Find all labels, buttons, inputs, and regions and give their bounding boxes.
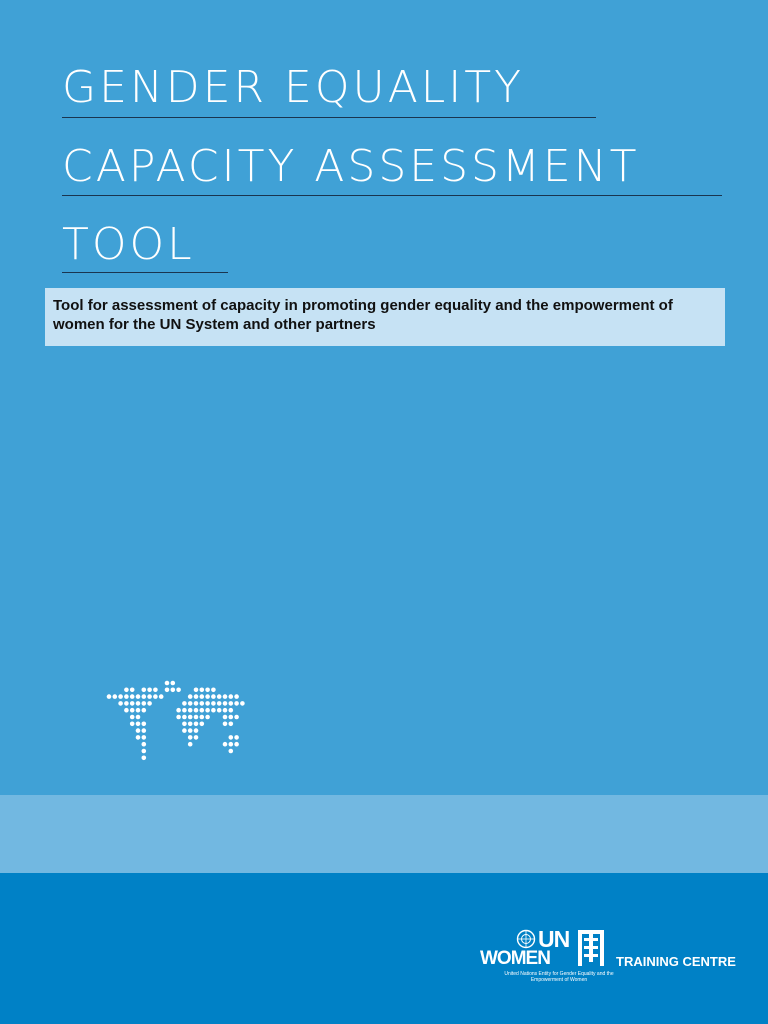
map-dot xyxy=(124,694,129,699)
map-dot xyxy=(194,688,199,693)
subtitle-text: Tool for assessment of capacity in promoting gender equality and the empowerment of women for the UN System and other partners xyxy=(53,297,673,333)
map-dot xyxy=(217,708,222,713)
map-dot xyxy=(182,708,187,713)
map-dot xyxy=(130,722,135,727)
world-map-dots-icon xyxy=(106,680,258,764)
map-dot xyxy=(182,715,187,720)
title-line-2: CAPACITY ASSESSMENT xyxy=(62,141,640,192)
title-underline-1 xyxy=(62,117,596,118)
map-dot xyxy=(142,735,147,740)
map-dot xyxy=(136,735,141,740)
map-dot xyxy=(234,715,239,720)
map-dot xyxy=(223,715,228,720)
map-dot xyxy=(188,715,193,720)
map-dot xyxy=(165,681,170,686)
map-dot xyxy=(113,694,118,699)
map-dot xyxy=(234,742,239,747)
map-dot xyxy=(118,701,123,706)
map-dot xyxy=(205,688,210,693)
map-dot xyxy=(142,742,147,747)
map-dot xyxy=(229,735,234,740)
map-dot xyxy=(194,728,199,733)
logo-women-text: WOMEN xyxy=(480,948,550,969)
map-dot xyxy=(118,694,123,699)
map-dot xyxy=(194,708,199,713)
map-dot xyxy=(124,688,129,693)
map-dot xyxy=(142,694,147,699)
map-dot xyxy=(136,722,141,727)
map-dot xyxy=(142,749,147,754)
map-dot xyxy=(234,701,239,706)
map-dot xyxy=(136,694,141,699)
map-dot xyxy=(182,722,187,727)
map-dot xyxy=(159,694,164,699)
title-underline-2 xyxy=(62,195,722,196)
map-dot xyxy=(136,715,141,720)
map-dot xyxy=(130,715,135,720)
map-dot xyxy=(223,694,228,699)
map-dot xyxy=(240,701,245,706)
map-dot xyxy=(205,694,210,699)
map-dot xyxy=(223,742,228,747)
un-women-mark-icon xyxy=(578,930,604,966)
map-dot xyxy=(147,694,152,699)
map-dot xyxy=(188,694,193,699)
map-dot xyxy=(211,708,216,713)
map-dot xyxy=(142,701,147,706)
map-dot xyxy=(200,722,205,727)
map-dot xyxy=(223,701,228,706)
map-dot xyxy=(171,681,176,686)
map-dot xyxy=(200,701,205,706)
map-dot xyxy=(153,688,158,693)
map-dot xyxy=(124,708,129,713)
map-dot xyxy=(217,694,222,699)
map-dot xyxy=(194,701,199,706)
map-dot xyxy=(205,708,210,713)
map-dot xyxy=(165,688,170,693)
map-dot xyxy=(229,722,234,727)
light-band xyxy=(0,795,768,873)
map-dot xyxy=(188,722,193,727)
un-emblem-icon xyxy=(516,929,536,949)
map-dot xyxy=(211,701,216,706)
map-dot xyxy=(176,715,181,720)
map-dot xyxy=(188,708,193,713)
map-dot xyxy=(194,715,199,720)
map-dot xyxy=(136,728,141,733)
map-dot xyxy=(171,688,176,693)
map-dot xyxy=(234,735,239,740)
map-dot xyxy=(200,688,205,693)
map-dot xyxy=(176,708,181,713)
map-dot xyxy=(223,722,228,727)
map-dot xyxy=(229,742,234,747)
title-line-3: TOOL xyxy=(62,219,195,270)
title-underline-3 xyxy=(62,272,228,273)
map-dot xyxy=(176,688,181,693)
title-line-1: GENDER EQUALITY xyxy=(62,62,525,113)
map-dot xyxy=(205,715,210,720)
map-dot xyxy=(182,701,187,706)
map-dot xyxy=(229,701,234,706)
map-dot xyxy=(229,708,234,713)
map-dot xyxy=(229,715,234,720)
map-dot xyxy=(217,701,222,706)
map-dot xyxy=(130,708,135,713)
map-dot xyxy=(223,708,228,713)
map-dot xyxy=(188,735,193,740)
logo-un-text: UN xyxy=(538,926,570,952)
map-dot xyxy=(142,688,147,693)
map-dot xyxy=(200,715,205,720)
map-dot xyxy=(182,728,187,733)
map-dot xyxy=(229,749,234,754)
map-dot xyxy=(234,694,239,699)
map-dot xyxy=(188,728,193,733)
logo-tagline-text: United Nations Entity for Gender Equality and the Empowerment of Women xyxy=(504,971,614,983)
map-dot xyxy=(194,722,199,727)
map-dot xyxy=(136,708,141,713)
map-dot xyxy=(211,694,216,699)
map-dot xyxy=(229,694,234,699)
map-dot xyxy=(142,708,147,713)
map-dot xyxy=(142,756,147,761)
logo-training-centre-text: TRAINING CENTRE xyxy=(616,954,736,969)
map-dot xyxy=(188,742,193,747)
map-dot xyxy=(142,722,147,727)
map-dot xyxy=(153,694,158,699)
subtitle-box xyxy=(45,288,725,346)
map-dot xyxy=(136,701,141,706)
map-dot xyxy=(194,735,199,740)
map-dot xyxy=(130,701,135,706)
map-dot xyxy=(130,688,135,693)
map-dot xyxy=(194,694,199,699)
map-dot xyxy=(107,694,112,699)
map-dot xyxy=(200,708,205,713)
map-dot xyxy=(200,694,205,699)
map-dot xyxy=(130,694,135,699)
map-dot xyxy=(142,728,147,733)
map-dot xyxy=(211,688,216,693)
un-women-logo xyxy=(478,926,736,988)
map-dot xyxy=(124,701,129,706)
map-dot xyxy=(147,688,152,693)
map-dot xyxy=(188,701,193,706)
map-dot xyxy=(205,701,210,706)
map-dot xyxy=(147,701,152,706)
